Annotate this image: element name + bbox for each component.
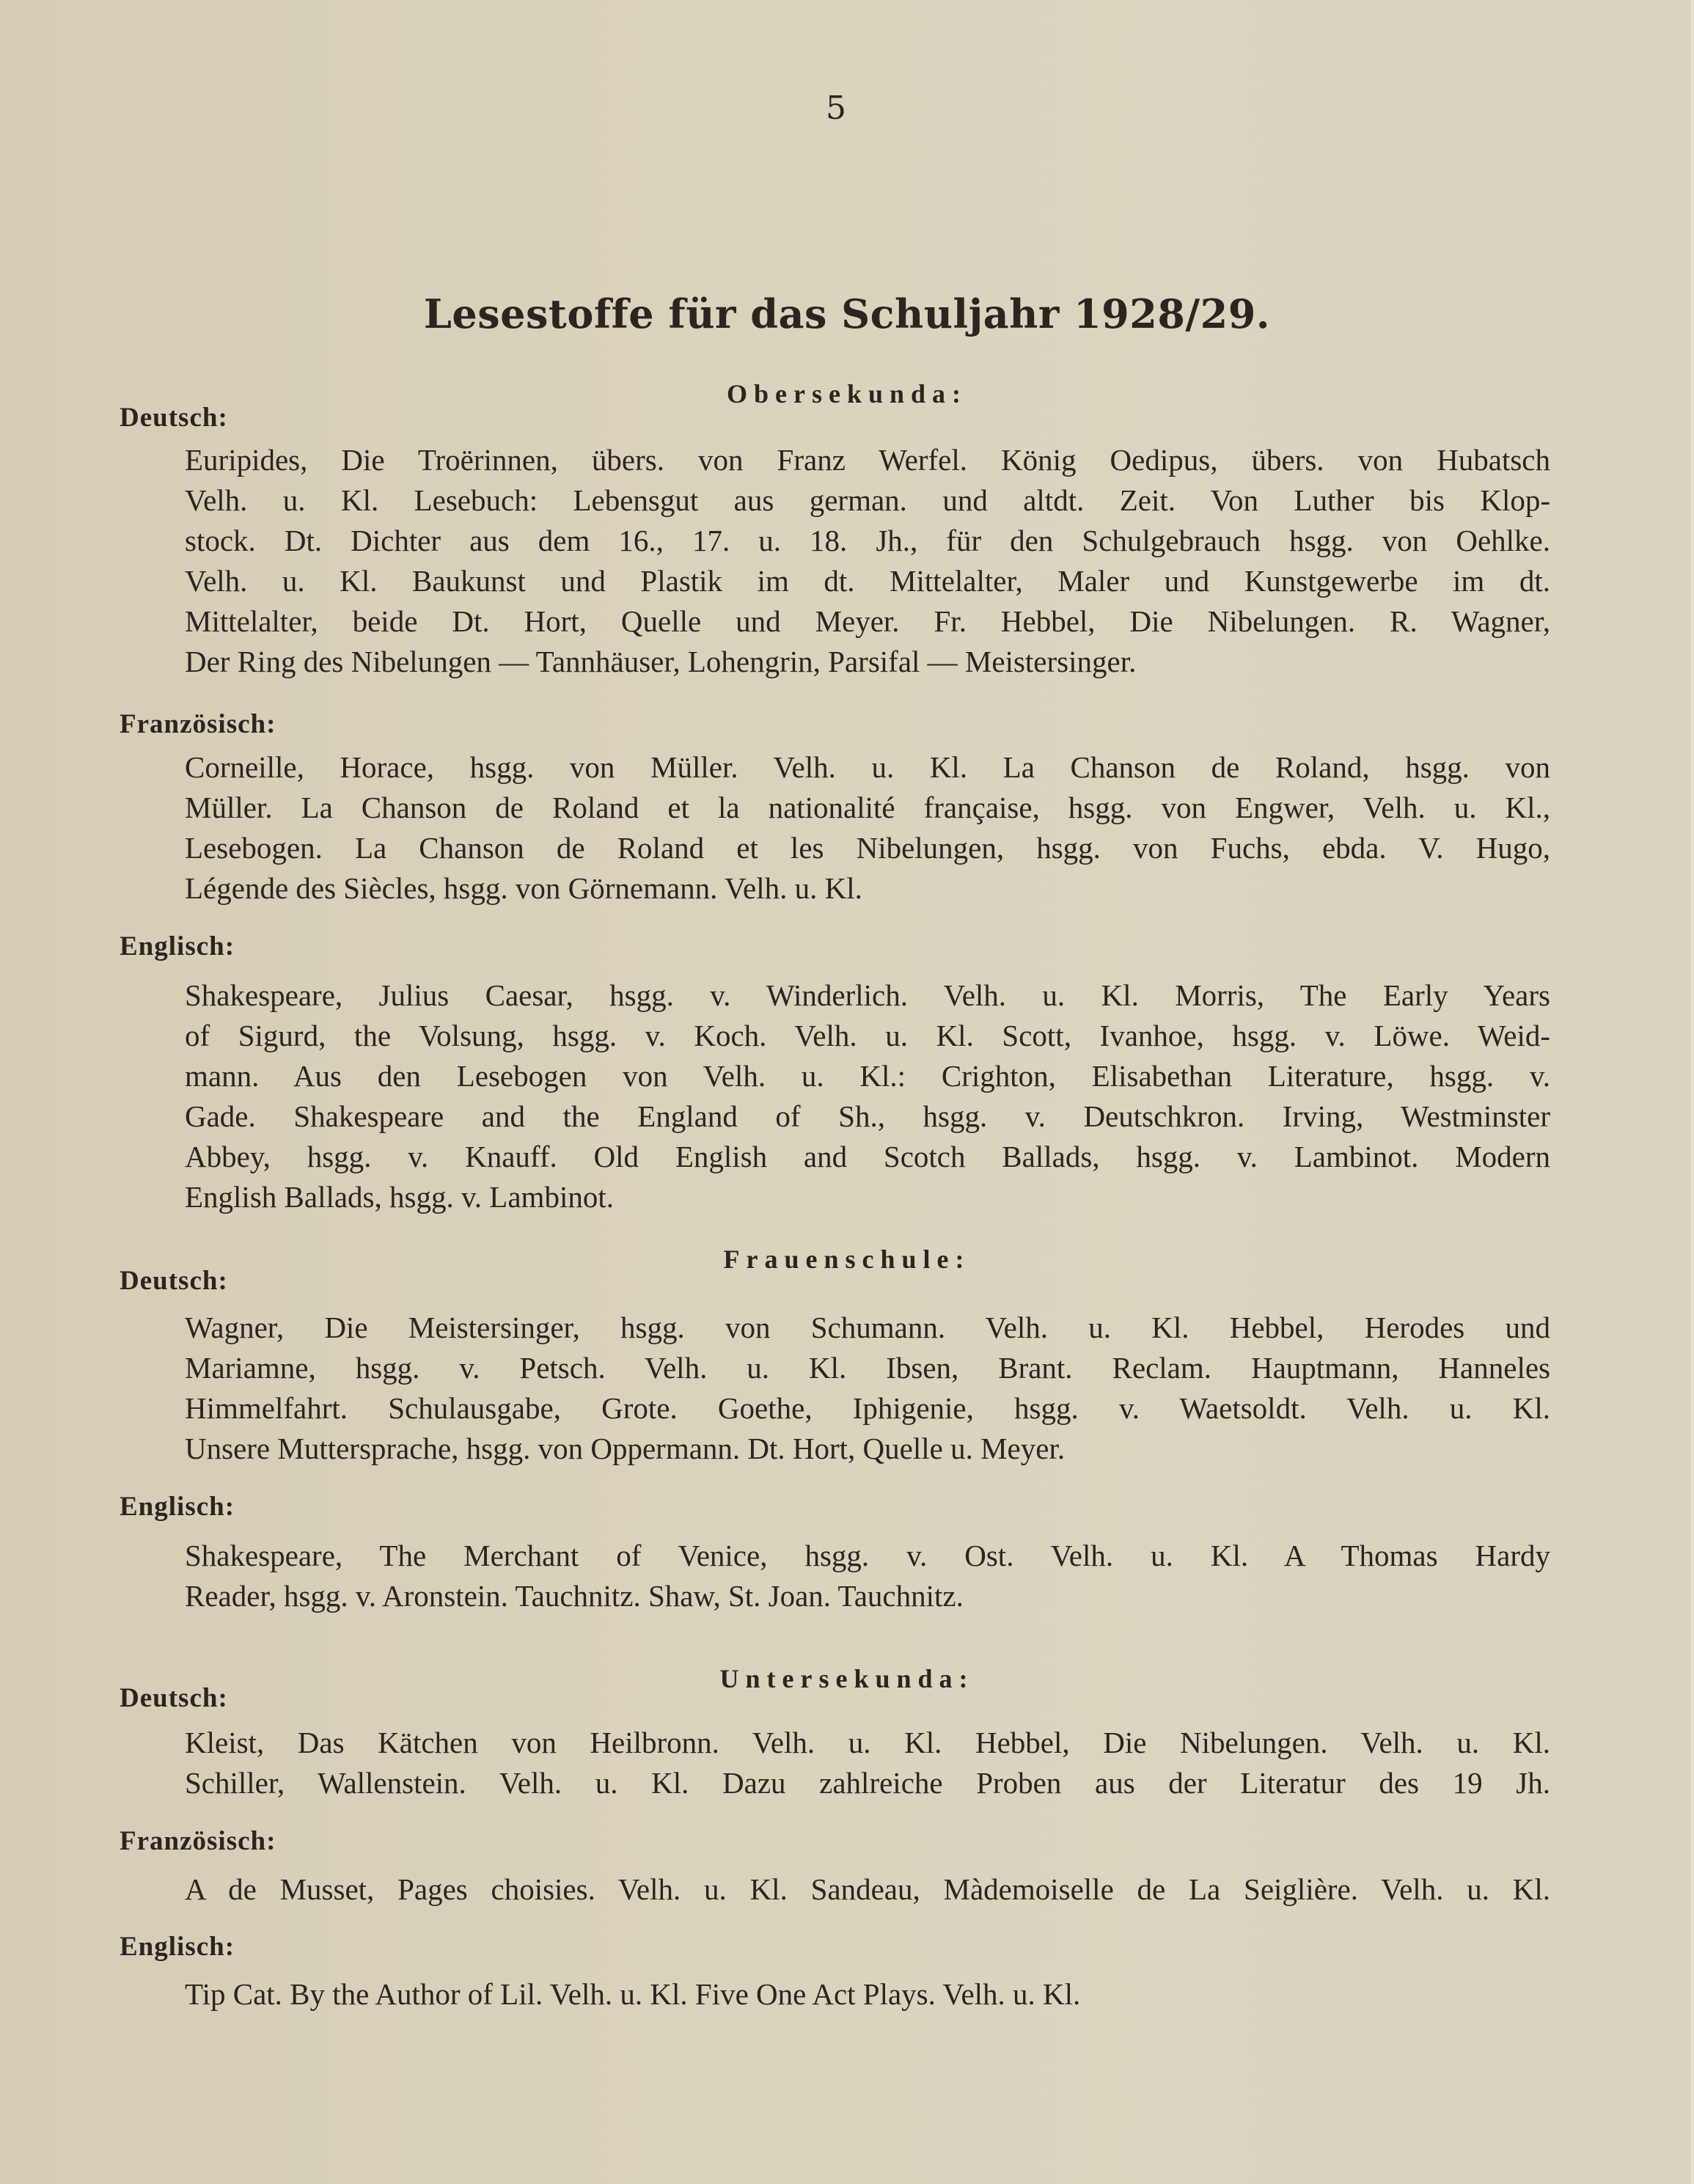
- reading-list-frauenschule-englisch: [185, 1536, 1550, 1616]
- text-line: Velh. u. Kl. Lesebuch: Lebensgut aus german. und altdt. Zeit. Von Luther bis Klop-: [185, 483, 1550, 517]
- reading-list-frauenschule-deutsch: [185, 1308, 1550, 1469]
- text-line: Müller. La Chanson de Roland et la nationalité française, hsgg. von Engwer, Velh. u. Kl.,: [185, 791, 1550, 824]
- section-heading-frauenschule: Frauenschule:: [723, 1245, 971, 1274]
- text-line: Kleist, Das Kätchen von Heilbronn. Velh. u. Kl. Hebbel, Die Nibelungen. Velh. u. Kl.: [185, 1726, 1550, 1759]
- text-line: Der Ring des Nibelungen — Tannhäuser, Lohengrin, Parsifal — Meistersinger.: [185, 645, 1137, 678]
- text-line: Mittelalter, beide Dt. Hort, Quelle und Meyer. Fr. Hebbel, Die Nibelungen. R. Wagner,: [185, 604, 1550, 638]
- text-line: Corneille, Horace, hsgg. von Müller. Velh. u. Kl. La Chanson de Roland, hsgg. von: [185, 750, 1550, 784]
- section-heading-obersekunda: Obersekunda:: [726, 379, 968, 408]
- reading-list-obersekunda-deutsch: [185, 440, 1550, 682]
- reading-list-obersekunda-franzoesisch: [185, 747, 1550, 909]
- text-line: Wagner, Die Meistersinger, hsgg. von Schumann. Velh. u. Kl. Hebbel, Herodes und: [185, 1311, 1550, 1344]
- subject-label-englisch: Englisch:: [120, 1932, 235, 1962]
- text-line: English Ballads, hsgg. v. Lambinot.: [185, 1180, 614, 1214]
- text-line: stock. Dt. Dichter aus dem 16., 17. u. 18. Jh., für den Schulgebrauch hsgg. von Oehlke.: [185, 524, 1550, 557]
- text-line: Unsere Muttersprache, hsgg. von Oppermann. Dt. Hort, Quelle u. Meyer.: [185, 1432, 1066, 1465]
- text-line: Abbey, hsgg. v. Knauff. Old English and Scotch Ballads, hsgg. v. Lambinot. Modern: [185, 1140, 1550, 1173]
- section-heading-untersekunda: Untersekunda:: [719, 1664, 975, 1693]
- text-line: Euripides, Die Troërinnen, übers. von Franz Werfel. König Oedipus, übers. von Hubatsch: [185, 443, 1550, 477]
- subject-label-deutsch: Deutsch:: [120, 1266, 228, 1296]
- reading-list-obersekunda-englisch: [185, 975, 1550, 1217]
- text-line: Gade. Shakespeare and the England of Sh., hsgg. v. Deutschkron. Irving, Westminster: [185, 1099, 1550, 1133]
- text-line: of Sigurd, the Volsung, hsgg. v. Koch. Velh. u. Kl. Scott, Ivanhoe, hsgg. v. Löwe. Weid-: [185, 1019, 1550, 1052]
- subject-label-englisch: Englisch:: [120, 1492, 235, 1522]
- subject-label-deutsch: Deutsch:: [120, 403, 228, 433]
- text-line: Velh. u. Kl. Baukunst und Plastik im dt. Mittelalter, Maler und Kunstgewerbe im dt.: [185, 564, 1550, 598]
- subject-label-deutsch: Deutsch:: [120, 1683, 228, 1713]
- reading-list-untersekunda-deutsch: [185, 1723, 1550, 1803]
- text-line: Tip Cat. By the Author of Lil. Velh. u. Kl. Five One Act Plays. Velh. u. Kl.: [185, 1977, 1081, 2011]
- text-line: Mariamne, hsgg. v. Petsch. Velh. u. Kl. Ibsen, Brant. Reclam. Hauptmann, Hanneles: [185, 1351, 1550, 1385]
- text-line: Shakespeare, The Merchant of Venice, hsgg. v. Ost. Velh. u. Kl. A Thomas Hardy: [185, 1539, 1550, 1572]
- text-line: Légende des Siècles, hsgg. von Görnemann. Velh. u. Kl.: [185, 871, 862, 905]
- text-line: Himmelfahrt. Schulausgabe, Grote. Goethe, Iphigenie, hsgg. v. Waetsoldt. Velh. u. Kl.: [185, 1391, 1550, 1425]
- reading-list-untersekunda-englisch: [185, 1974, 1550, 2015]
- subject-label-franzoesisch: Französisch:: [120, 709, 276, 739]
- page-title: Lesestoffe für das Schuljahr 1928/29.: [423, 290, 1271, 337]
- text-line: A de Musset, Pages choisies. Velh. u. Kl. Sandeau, Màdemoiselle de La Seiglière. Velh. u. Kl.: [185, 1872, 1550, 1906]
- text-line: mann. Aus den Lesebogen von Velh. u. Kl.: Crighton, Elisabethan Literature, hsgg. v.: [185, 1059, 1550, 1093]
- text-line: Shakespeare, Julius Caesar, hsgg. v. Winderlich. Velh. u. Kl. Morris, The Early Years: [185, 978, 1550, 1012]
- text-line: Reader, hsgg. v. Aronstein. Tauchnitz. Shaw, St. Joan. Tauchnitz.: [185, 1579, 964, 1613]
- text-line: Schiller, Wallenstein. Velh. u. Kl. Dazu zahlreiche Proben aus der Literatur des 19 Jh.: [185, 1766, 1550, 1800]
- subject-label-englisch: Englisch:: [120, 931, 235, 961]
- page-number: 5: [826, 89, 846, 127]
- reading-list-untersekunda-franzoesisch: [185, 1869, 1550, 1910]
- text-line: Lesebogen. La Chanson de Roland et les Nibelungen, hsgg. von Fuchs, ebda. V. Hugo,: [185, 831, 1550, 865]
- subject-label-franzoesisch: Französisch:: [120, 1826, 276, 1856]
